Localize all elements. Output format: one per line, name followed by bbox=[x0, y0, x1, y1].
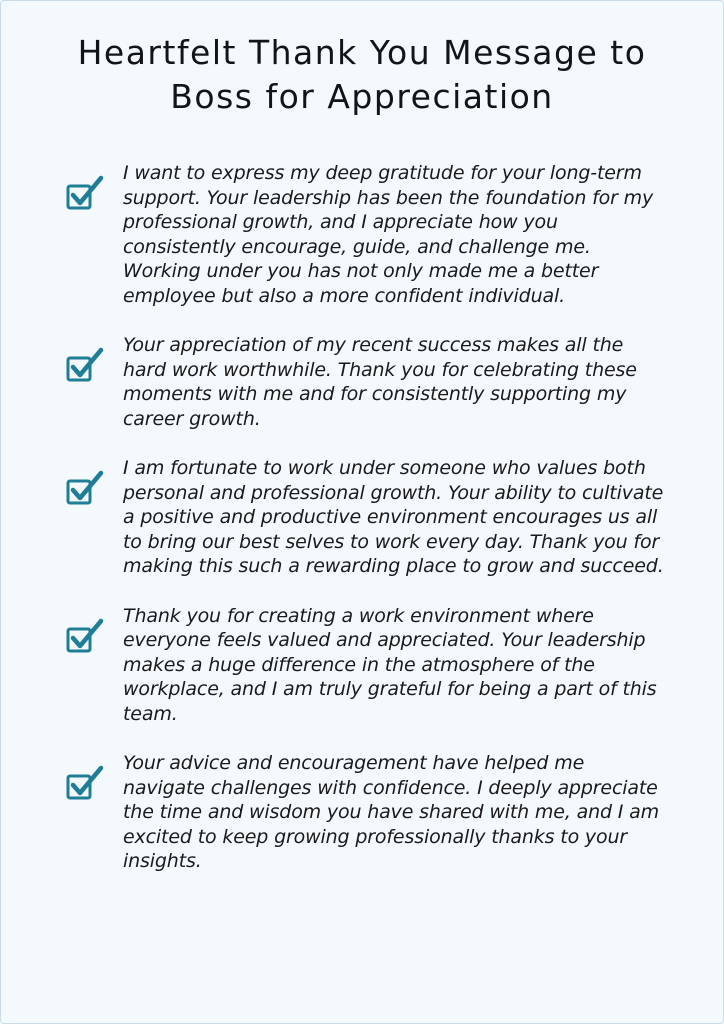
list-item bbox=[61, 333, 671, 431]
checkbox-checked-icon bbox=[65, 347, 105, 383]
title-line-1: Heartfelt Thank You Message to bbox=[77, 33, 647, 72]
message-text: Thank you for creating a work environment where everyone feels valued and appreciated. Your leadership makes a huge difference in the atmosphere of the workplace, and I am truly grateful for being a part of this team. bbox=[123, 604, 657, 725]
checkbox-checked-icon bbox=[65, 618, 105, 654]
list-item bbox=[61, 161, 671, 308]
checkbox-checked-icon bbox=[65, 765, 105, 801]
message-text: I want to express my deep gratitude for your long-term support. Your leadership has been the foundation for my professional growth, and I appreciate how you consistently encourage, guide, and challenge me. Working under you has not only made me a better employee but also a more confident individual. bbox=[123, 162, 654, 307]
checkbox-checked-icon bbox=[65, 470, 105, 506]
list-item bbox=[61, 604, 671, 727]
list-item bbox=[61, 456, 671, 579]
message-text: I am fortunate to work under someone who values both personal and professional growth. Your ability to cultivate a positive and productive environment encourages us all to bring our best selves to work every day. Thank you for making this such a rewarding place to grow and succeed. bbox=[123, 457, 664, 577]
message-text: Your advice and encouragement have helped me navigate challenges with confidence. I deeply appreciate the time and wisdom you have shared with me, and I am excited to keep growing professionally thanks to your insights. bbox=[123, 752, 659, 872]
message-text: Your appreciation of my recent success makes all the hard work worthwhile. Thank you for celebrating these moments with me and for consistently supporting my career growth. bbox=[123, 334, 637, 430]
list-item bbox=[61, 751, 671, 874]
title-line-2: Boss for Appreciation bbox=[170, 77, 554, 116]
page-title bbox=[1, 31, 723, 119]
message-list bbox=[61, 161, 671, 899]
checkbox-checked-icon bbox=[65, 175, 105, 211]
